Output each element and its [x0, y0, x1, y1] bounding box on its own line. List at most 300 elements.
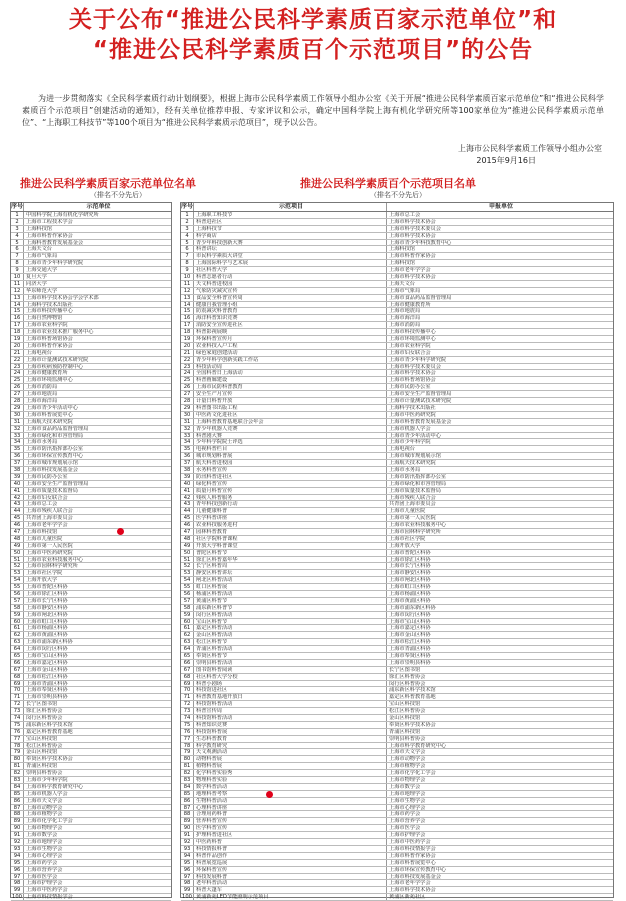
row-number: 89: [181, 818, 194, 824]
table-row: [11, 357, 171, 364]
project-name: 残疾人科普服务: [194, 495, 387, 501]
unit-name: 上海市食品药品监督管理局: [26, 425, 89, 432]
table-row: [181, 867, 613, 874]
table-row: [11, 308, 171, 315]
table-row: [181, 377, 613, 384]
applicant-unit: 上海市药学会: [389, 811, 421, 818]
project-name: 青年科技创新行动: [194, 501, 387, 507]
table-row: [181, 391, 613, 398]
unit-name: 上海市社区学院: [26, 570, 63, 577]
table-row: [11, 288, 171, 295]
project-name: 质量月科普宣传: [194, 488, 387, 494]
unit-name: 上海市中医药学会: [26, 887, 68, 894]
applicant-unit: 上海市老年学学会: [389, 880, 431, 887]
unit-name: 上海市质量技术监督局: [26, 487, 78, 494]
applicant-unit: 上海市地理学会: [389, 790, 426, 797]
table-row: [11, 391, 171, 398]
project-name: 生物科普活动: [194, 798, 387, 804]
applicant-unit: 上海市农业科技服务中心: [389, 522, 447, 528]
row-number: 53: [181, 570, 194, 576]
unit-name: 上海市医学会: [26, 873, 58, 880]
project-name: 科普讲坛: [194, 246, 387, 252]
row-number: 22: [11, 357, 24, 363]
row-number: 48: [11, 536, 24, 542]
project-name: 防汛科普进社区: [194, 474, 387, 480]
row-number: 28: [181, 398, 194, 404]
project-name: 护理科普进社区: [194, 832, 387, 838]
applicant-unit: 上海市金山区科协: [389, 632, 431, 639]
unit-name: 金山区科技馆: [26, 749, 58, 756]
table-row: [11, 777, 171, 784]
row-number: 18: [11, 329, 24, 335]
applicant-unit: 上海市青少年科学研究院: [389, 356, 447, 363]
row-number: 44: [181, 508, 194, 514]
table-row: [11, 274, 171, 281]
row-number: 65: [181, 653, 194, 659]
table-row: [181, 295, 613, 302]
table-row: [181, 880, 613, 887]
applicant-unit: 上海市浦东新区科协: [389, 604, 436, 611]
col-header-no: 序号: [11, 203, 24, 210]
table-row: [181, 240, 613, 247]
row-number: 47: [181, 529, 194, 535]
row-number: 1: [11, 212, 24, 218]
table-row: [181, 619, 613, 626]
row-number: 33: [11, 433, 24, 439]
project-name: 科普大篷车: [194, 887, 387, 893]
row-number: 80: [11, 756, 24, 762]
table-row: [11, 570, 171, 577]
unit-name: 上海市安全生产监督管理局: [26, 480, 89, 487]
table-row: [11, 612, 171, 619]
table-row: [11, 474, 171, 481]
row-number: 10: [11, 274, 24, 280]
table-row: [181, 384, 613, 391]
table-row: [11, 315, 171, 322]
project-name: 上海科普教育基地联合会年会: [194, 419, 387, 425]
row-number: 71: [11, 694, 24, 700]
table-row: [181, 756, 613, 763]
row-number: 49: [181, 543, 194, 549]
applicant-unit: 上海市化学化工学会: [389, 770, 436, 777]
project-name: 社区科普大学分校: [194, 674, 387, 680]
applicant-unit: 上海市气象局: [389, 287, 421, 294]
table-row: [11, 632, 171, 639]
row-number: 58: [11, 605, 24, 611]
row-number: 29: [11, 405, 24, 411]
row-number: 94: [181, 853, 194, 859]
row-number: 8: [181, 260, 194, 266]
table-row: [181, 274, 613, 281]
table-row: [11, 508, 171, 515]
applicant-unit: 黄浦区新苑社区: [389, 894, 426, 901]
table-row: [181, 474, 613, 481]
row-number: 83: [181, 777, 194, 783]
table-row: [11, 811, 171, 818]
row-number: 26: [181, 384, 194, 390]
row-number: 25: [181, 377, 194, 383]
table-row: [181, 419, 613, 426]
project-name: 黄浦区科普节: [194, 598, 387, 604]
project-name: 青浦区科普活动: [194, 646, 387, 652]
table-row: [11, 860, 171, 867]
row-number: 76: [181, 729, 194, 735]
table-row: [181, 749, 613, 756]
table-row: [11, 302, 171, 309]
project-name: 科普知识竞赛: [194, 722, 387, 728]
applicant-unit: 上海市闵行区科协: [389, 611, 431, 618]
unit-name: 上海市植物学会: [26, 811, 63, 818]
row-number: 78: [11, 743, 24, 749]
applicant-unit: 上海市营养学会: [389, 818, 426, 825]
applicant-unit: 上海市园林科学研究所: [389, 528, 441, 535]
applicant-unit: 上海市徐汇区科协: [389, 556, 431, 563]
table-row: [11, 515, 171, 522]
signature: 上海市公民科学素质工作领导小组办公室: [458, 144, 602, 153]
row-number: 62: [11, 632, 24, 638]
row-number: 42: [181, 495, 194, 501]
table-row: [11, 267, 171, 274]
row-number: 68: [11, 674, 24, 680]
table-row: [181, 439, 613, 446]
table-row: [11, 377, 171, 384]
left-list-title: 推进公民科学素质百家示范单位名单: [20, 177, 196, 190]
table-row: [11, 322, 171, 329]
applicant-unit: 上海科技馆: [389, 246, 415, 253]
applicant-unit: 金山区科技馆: [389, 715, 421, 721]
row-number: 34: [181, 439, 194, 445]
table-row: [11, 805, 171, 812]
row-number: 7: [181, 253, 194, 259]
applicant-unit: 上海市老年学学会: [389, 267, 431, 274]
project-name: 合理用药科普: [194, 811, 387, 817]
table-row: [11, 281, 171, 288]
applicant-unit: 上海科技馆: [389, 260, 415, 267]
unit-name: 上海市青浦区科协: [26, 680, 68, 687]
row-number: 61: [11, 625, 24, 631]
row-number: 81: [181, 763, 194, 769]
row-number: 94: [11, 853, 24, 859]
unit-name: 上海市科技馆: [26, 528, 58, 535]
table-row: [11, 715, 171, 722]
unit-name: 复旦大学: [26, 274, 47, 280]
table-row: [11, 660, 171, 667]
applicant-unit: 上海电视台: [389, 446, 415, 453]
table-row: [181, 226, 613, 233]
project-name: 城市规划科普展: [194, 453, 387, 459]
announcement-title-line1: 关于公布“推进公民科学素质百家示范单位”和: [68, 7, 558, 33]
project-name: 科普小剧场: [194, 681, 387, 687]
table-row: [181, 763, 613, 770]
table-row: [181, 577, 613, 584]
project-name: 绿色家庭创建活动: [194, 350, 387, 356]
row-number: 79: [181, 749, 194, 755]
unit-name: 上海市农业科技服务中心: [26, 556, 84, 563]
table-row: [181, 557, 613, 564]
col-header-project: 示范项目: [194, 203, 387, 211]
table-row: [11, 694, 171, 701]
table-row: [181, 708, 613, 715]
row-number: 3: [181, 226, 194, 232]
row-number: 98: [11, 880, 24, 886]
applicant-unit: 上海市科普展览中心: [389, 859, 436, 866]
row-number: 58: [181, 605, 194, 611]
row-number: 55: [11, 584, 24, 590]
unit-name: 上海市天文学会: [26, 797, 63, 804]
unit-name: 上海科技馆: [26, 225, 52, 232]
project-name: 计量日科普开放: [194, 398, 387, 404]
table-row: [11, 481, 171, 488]
unit-name: 上海市药学会: [26, 859, 58, 866]
project-name: 全国科普日上海活动: [194, 370, 387, 376]
unit-name: 上海市科学技术协会学会学术部: [26, 294, 99, 301]
row-number: 95: [181, 860, 194, 866]
unit-name: 华东师范大学: [26, 287, 58, 294]
unit-name: 上海市环保宣传教育中心: [26, 453, 84, 460]
table-row: [181, 433, 613, 440]
row-number: 72: [11, 701, 24, 707]
table-row: [11, 763, 171, 770]
table-row: [181, 874, 613, 881]
project-name: 科普进社区: [194, 219, 387, 225]
applicant-unit: 上海市儿童医院: [389, 508, 426, 515]
project-name: 科普教育基地开放日: [194, 694, 387, 700]
table-row: [11, 681, 171, 688]
table-row: [181, 805, 613, 812]
row-number: 48: [181, 536, 194, 542]
project-name: 安全生产月宣传: [194, 391, 387, 397]
row-number: 85: [181, 791, 194, 797]
row-number: 32: [181, 426, 194, 432]
row-number: 72: [181, 701, 194, 707]
table-row: [181, 818, 613, 825]
project-name: 上海科技节: [194, 226, 387, 232]
row-number: 90: [181, 825, 194, 831]
table-row: [181, 777, 613, 784]
project-name: 普陀区科普节: [194, 550, 387, 556]
unit-name: 上海市物理学会: [26, 825, 63, 832]
row-number: 78: [181, 743, 194, 749]
intro-paragraph: 为进一步贯彻落实《全民科学素质行动计划纲要》，根据上海市公民科学素质工作领导小组办公室《关于开展“推进公民科学素质百家示范单位”和“推进公民科学素质百个示范项目”创建活动的通知》，经有关单位推荐申报、专家评议和公示，确定中国科学院上海有机化学研究所等100家单位为“推进公民科学素质示范单位”、“上海职工科技节”等100个项目为“推进公民科学素质示范项目”，现予以公告。: [22, 94, 604, 127]
unit-name: 上海自然博物馆: [26, 315, 63, 322]
row-number: 59: [11, 612, 24, 618]
row-number: 35: [11, 446, 24, 452]
unit-name: 上海市园林科学研究所: [26, 563, 78, 570]
table-row: [181, 219, 613, 226]
row-number: 41: [181, 488, 194, 494]
project-name: 科普宣传周: [194, 708, 387, 714]
unit-name: 上海市城市规划展示馆: [26, 460, 78, 466]
applicant-unit: 上海市食品药品监督管理局: [389, 294, 452, 301]
unit-name: 上海市科普作家协会: [26, 342, 73, 349]
row-number: 73: [11, 708, 24, 714]
applicant-unit: 松江区科普协会: [389, 708, 426, 715]
demo-units-table: [10, 202, 172, 901]
applicant-unit: 上海市妇女联合会: [389, 349, 431, 356]
table-row: [181, 860, 613, 867]
table-row: [181, 343, 613, 350]
table-row: [181, 364, 613, 371]
project-name: 健康自我管理小组: [194, 302, 387, 308]
table-row: [181, 453, 613, 460]
unit-name: 上海市松江区科协: [26, 673, 68, 680]
row-number: 38: [181, 467, 194, 473]
unit-name: 上海航天技术研究院: [26, 418, 73, 425]
project-name: 青少年科技创新大赛: [194, 240, 387, 246]
project-name: 化学科普实验秀: [194, 770, 387, 776]
table-row: [181, 715, 613, 722]
applicant-unit: 上海市科学技术协会: [389, 274, 436, 280]
unit-name: 上海市科技传播中心: [26, 308, 73, 315]
applicant-unit: 上海市医学会: [389, 825, 421, 832]
unit-name: 徐汇区科普协会: [26, 708, 63, 715]
table-row: [181, 832, 613, 839]
row-number: 46: [11, 522, 24, 528]
unit-name: 上海市老年学学会: [26, 522, 68, 528]
unit-name: 上海市动物学会: [26, 804, 63, 811]
table-row: [181, 212, 613, 219]
row-number: 23: [11, 364, 24, 370]
applicant-unit: 闵行区科普协会: [389, 680, 426, 687]
table-row: [181, 701, 613, 708]
row-number: 77: [11, 736, 24, 742]
table-row: [181, 329, 613, 336]
unit-name: 上海市长宁区科协: [26, 597, 68, 604]
table-row: [11, 412, 171, 419]
row-number: 59: [181, 612, 194, 618]
row-number: 1: [181, 212, 194, 218]
project-name: 气象防灾减灾宣传: [194, 288, 387, 294]
unit-name: 上海天文台: [26, 246, 52, 253]
table-row: [11, 867, 171, 874]
table-row: [181, 536, 613, 543]
unit-name: 上海市残疾人联合会: [26, 508, 73, 515]
row-number: 69: [11, 681, 24, 687]
table-row: [181, 729, 613, 736]
table-row: [11, 591, 171, 598]
table-row: [11, 529, 171, 536]
project-name: 防震减灾科普教育: [194, 308, 387, 314]
row-number: 75: [181, 722, 194, 728]
row-number: 24: [181, 370, 194, 376]
project-name: 上海国际科学与艺术展: [194, 260, 387, 266]
applicant-unit: 上海市残疾人联合会: [389, 494, 436, 501]
row-number: 23: [181, 364, 194, 370]
table-row: [11, 598, 171, 605]
row-number: 30: [11, 412, 24, 418]
table-row: [181, 336, 613, 343]
table-row: [181, 515, 613, 522]
project-name: 数学科普活动: [194, 784, 387, 790]
demo-projects-table: [180, 202, 614, 901]
row-number: 67: [11, 667, 24, 673]
table-row: [11, 784, 171, 791]
applicant-unit: 上海市心理学会: [389, 804, 426, 811]
table-row: [181, 405, 613, 412]
applicant-unit: 上海市健康教育所: [389, 301, 431, 308]
table-row: [11, 605, 171, 612]
applicant-unit: 上海科学技术出版社: [389, 404, 436, 411]
row-number: 91: [181, 832, 194, 838]
table-row: [181, 825, 613, 832]
row-number: 92: [181, 839, 194, 845]
table-row: [181, 233, 613, 240]
project-name: 科技馆进社区: [194, 687, 387, 693]
unit-name: 上海市绿化和市容管理局: [26, 432, 84, 439]
project-name: 宝山区科普节: [194, 619, 387, 625]
applicant-unit: 上海市科技情报学会: [389, 845, 436, 852]
applicant-unit: 上海市消防局: [389, 322, 421, 329]
table-row: [11, 536, 171, 543]
row-number: 14: [11, 302, 24, 308]
table-row: [181, 625, 613, 632]
row-number: 41: [11, 488, 24, 494]
project-name: 园林科普教育: [194, 529, 387, 535]
row-number: 14: [181, 302, 194, 308]
project-name: 黄浦新苑LED节能照明示范项目: [194, 894, 387, 900]
project-name: 闸北区科普活动: [194, 577, 387, 583]
row-number: 10: [181, 274, 194, 280]
table-row: [181, 426, 613, 433]
applicant-unit: 青浦区科技馆: [389, 728, 421, 735]
project-name: 农业科技服务进村: [194, 522, 387, 528]
row-number: 13: [11, 295, 24, 301]
applicant-unit: 上海市科技发展基金会: [389, 873, 441, 880]
row-number: 11: [181, 281, 194, 287]
row-number: 80: [181, 756, 194, 762]
table-row: [11, 646, 171, 653]
row-number: 29: [181, 405, 194, 411]
table-row: [11, 625, 171, 632]
row-number: 82: [181, 770, 194, 776]
project-name: 徐汇区科普嘉年华: [194, 557, 387, 563]
table-row: [11, 253, 171, 260]
row-number: 31: [181, 419, 194, 425]
table-row: [11, 212, 171, 219]
unit-name: 上海市数学会: [26, 832, 58, 839]
row-number: 69: [181, 681, 194, 687]
row-number: 9: [181, 267, 194, 273]
project-name: 松江区科普节: [194, 639, 387, 645]
project-name: 绿化科普宣传: [194, 481, 387, 487]
right-list-title: 推进公民科学素质百个示范项目名单: [300, 177, 476, 190]
applicant-unit: 上海市松江区科协: [389, 639, 431, 646]
unit-name: 上海市科技情报学会: [26, 894, 73, 901]
project-name: 社区学院科普课程: [194, 536, 387, 542]
applicant-unit: 崇明县科普协会: [389, 735, 426, 742]
unit-name: 上海市科普作家协会: [26, 232, 73, 239]
row-number: 66: [181, 660, 194, 666]
unit-name: 上海市海洋局: [26, 398, 58, 404]
unit-name: 上海市护理学会: [26, 880, 63, 887]
table-row: [181, 639, 613, 646]
row-number: 35: [181, 446, 194, 452]
unit-name: 上海市营养学会: [26, 866, 63, 873]
row-number: 15: [181, 308, 194, 314]
row-number: 79: [11, 749, 24, 755]
table-row: [11, 729, 171, 736]
table-row: [11, 550, 171, 557]
table-row: [11, 577, 171, 584]
applicant-unit: 上海市环保宣传教育中心: [389, 866, 447, 873]
unit-name: 上海市环境监测中心: [26, 377, 73, 384]
row-number: 13: [181, 295, 194, 301]
project-name: 上海职工科技节: [194, 212, 387, 218]
row-number: 34: [11, 439, 24, 445]
applicant-unit: 上海市科普场馆协会: [389, 377, 436, 384]
table-row: [11, 839, 171, 846]
project-name: 环保科普宣传月: [194, 336, 387, 342]
